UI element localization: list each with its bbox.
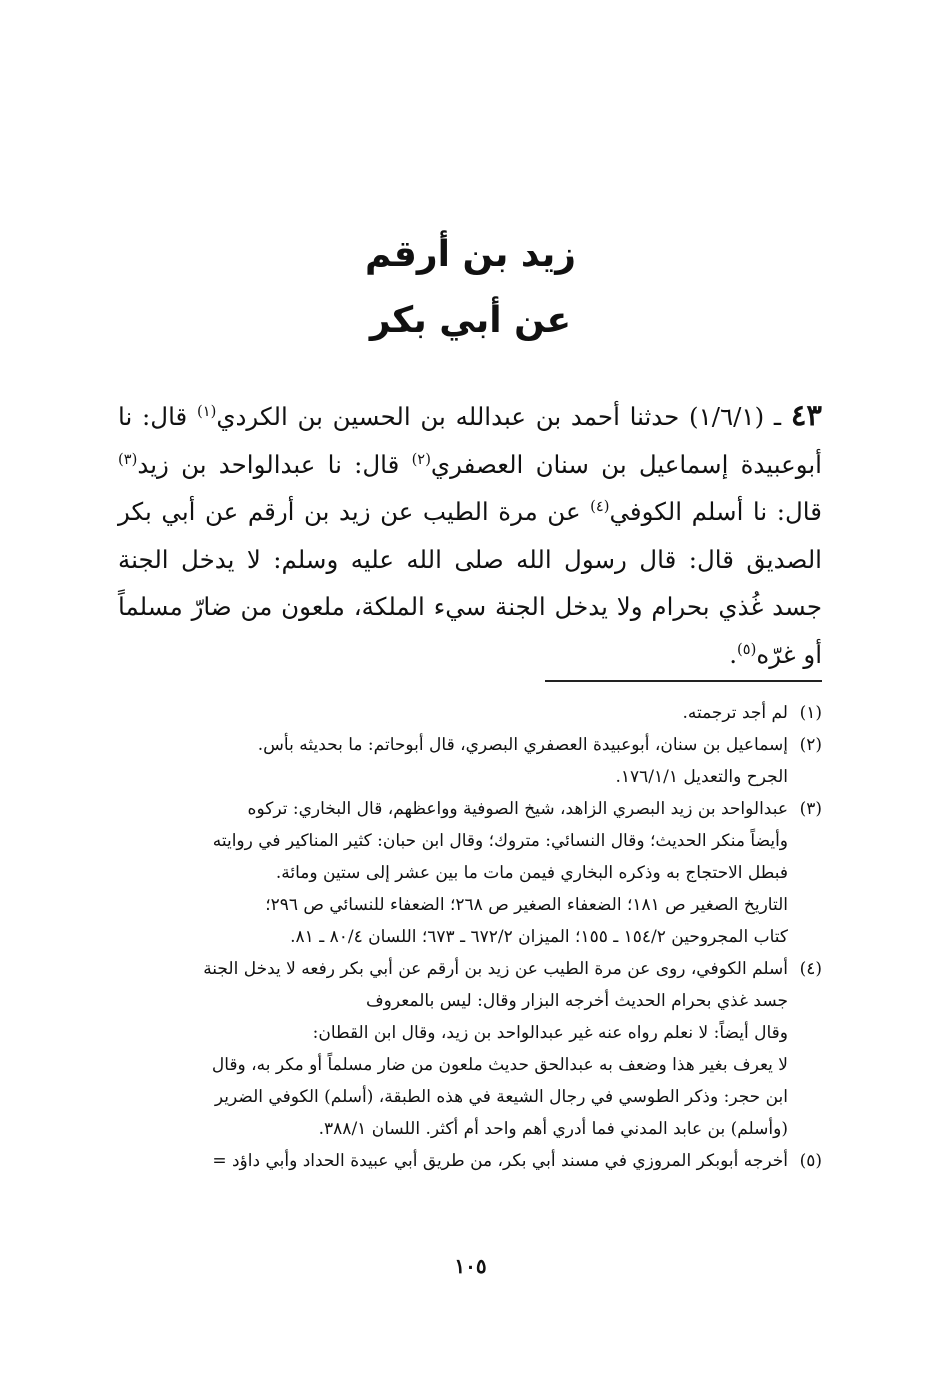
footnote-line: لا يعرف بغير هذا وضعف به عبدالحق حديث ملعون من ضار مسلماً أو مكر به، وقال bbox=[211, 1055, 788, 1075]
footnote-marker: (٣) bbox=[118, 450, 138, 468]
hadith-segment: عن مرة الطيب عن زيد بن أرقم عن أبي بكر الصديق قال: قال رسول الله صلى الله عليه وسلم: لا يدخل الجنة جسد غُذي بحرام ولا يدخل الجنة سيء الملكة، ملعون من ضارّ مسلماً أو غرّه bbox=[118, 497, 822, 669]
footnote-body bbox=[112, 793, 788, 953]
footnote-body bbox=[112, 953, 788, 1145]
footnote-line: الجرح والتعديل ١٧٦/١/١. bbox=[615, 767, 788, 787]
footnote-line: كتاب المجروحين ١٥٤/٢ ـ ١٥٥؛ الميزان ٦٧٢/٢ ـ ٦٧٣؛ اللسان ٨٠/٤ ـ ٨١. bbox=[290, 927, 788, 947]
hadith-segment: حدثنا أحمد بن عبدالله بن الحسين بن الكردي bbox=[216, 402, 680, 431]
footnote-1 bbox=[112, 697, 822, 729]
page-number: ١٠٥ bbox=[454, 1254, 487, 1278]
hadith-dash: ـ bbox=[773, 402, 782, 431]
hadith-segment: قال: نا عبدالواحد بن زيد bbox=[137, 449, 400, 479]
footnote-divider bbox=[545, 680, 822, 682]
footnote-line: فبطل الاحتجاج به وذكره البخاري فيمن مات ما بين عشر إلى ستين ومائة. bbox=[275, 863, 788, 883]
hadith-end: . bbox=[729, 639, 738, 669]
hadith-segment: قال: نا أبوعبيدة إسماعيل بن سنان العصفري bbox=[118, 402, 822, 479]
footnote-line: أخرجه أبوبكر المروزي في مسند أبي بكر، من طريق أبي عبيدة الحداد وأبي داؤد = bbox=[212, 1151, 788, 1171]
footnote-number: (٣) bbox=[799, 799, 822, 819]
footnote-body bbox=[112, 697, 788, 729]
footnote-5 bbox=[112, 1145, 822, 1177]
heading-line-1: زيد بن أرقم bbox=[365, 234, 576, 275]
footnote-line: جسد غذي بحرام الحديث أخرجه البزار وقال: ليس بالمعروف bbox=[366, 991, 788, 1011]
footnote-number: (٢) bbox=[799, 735, 822, 755]
hadith-reference: (١/٦/١) bbox=[689, 402, 765, 431]
footnote-3 bbox=[112, 793, 822, 953]
footnote-number: (٤) bbox=[799, 959, 822, 979]
footnote-body bbox=[112, 1145, 788, 1177]
footnote-marker: (٤) bbox=[590, 497, 610, 515]
footnote-4 bbox=[112, 953, 822, 1145]
footnote-body bbox=[112, 729, 788, 793]
footnote-line: لم أجد ترجمته. bbox=[682, 703, 788, 723]
footnote-line: وأيضاً منكر الحديث؛ وقال النسائي: متروك؛ وقال ابن حبان: كثير المناكير في روايته bbox=[212, 831, 788, 851]
chapter-heading bbox=[0, 222, 941, 354]
hadith-text bbox=[118, 392, 822, 678]
footnotes bbox=[112, 697, 822, 1177]
footnote-line: ابن حجر: وذكر الطوسي في رجال الشيعة في هذه الطبقة، (أسلم) الكوفي الضرير bbox=[214, 1087, 788, 1107]
heading-line-2: عن أبي بكر bbox=[369, 300, 572, 341]
footnote-marker: (٢) bbox=[411, 450, 431, 468]
footnote-line: وقال أيضاً: لا نعلم رواه عنه غير عبدالواحد بن زيد، وقال ابن القطان: bbox=[312, 1023, 788, 1043]
footnote-number: (١) bbox=[799, 703, 822, 723]
footnote-marker: (١) bbox=[196, 402, 217, 420]
footnote-line: أسلم الكوفي، روى عن مرة الطيب عن زيد بن أرقم عن أبي بكر رفعه لا يدخل الجنة bbox=[203, 959, 788, 979]
footnote-line: إسماعيل بن سنان، أبوعبيدة العصفري البصري، قال أبوحاتم: ما بحديثه بأس. bbox=[257, 735, 788, 755]
footnote-line: عبدالواحد بن زيد البصري الزاهد، شيخ الصوفية وواعظهم، قال البخاري: تركوه bbox=[247, 799, 788, 819]
footnote-number: (٥) bbox=[799, 1151, 822, 1171]
footnote-2 bbox=[112, 729, 822, 793]
footnote-marker: (٥) bbox=[737, 640, 757, 658]
hadith-segment: قال: نا أسلم الكوفي bbox=[609, 497, 822, 526]
hadith-number: ٤٣ bbox=[790, 398, 822, 432]
footnote-line: التاريخ الصغير ص ١٨١؛ الضعفاء الصغير ص ٢٦٨؛ الضعفاء للنسائي ص ٢٩٦؛ bbox=[265, 895, 788, 915]
footnote-line: (وأسلم) بن عابد المدني فما أدري أهم واحد أم أكثر. اللسان ٣٨٨/١. bbox=[318, 1119, 788, 1139]
